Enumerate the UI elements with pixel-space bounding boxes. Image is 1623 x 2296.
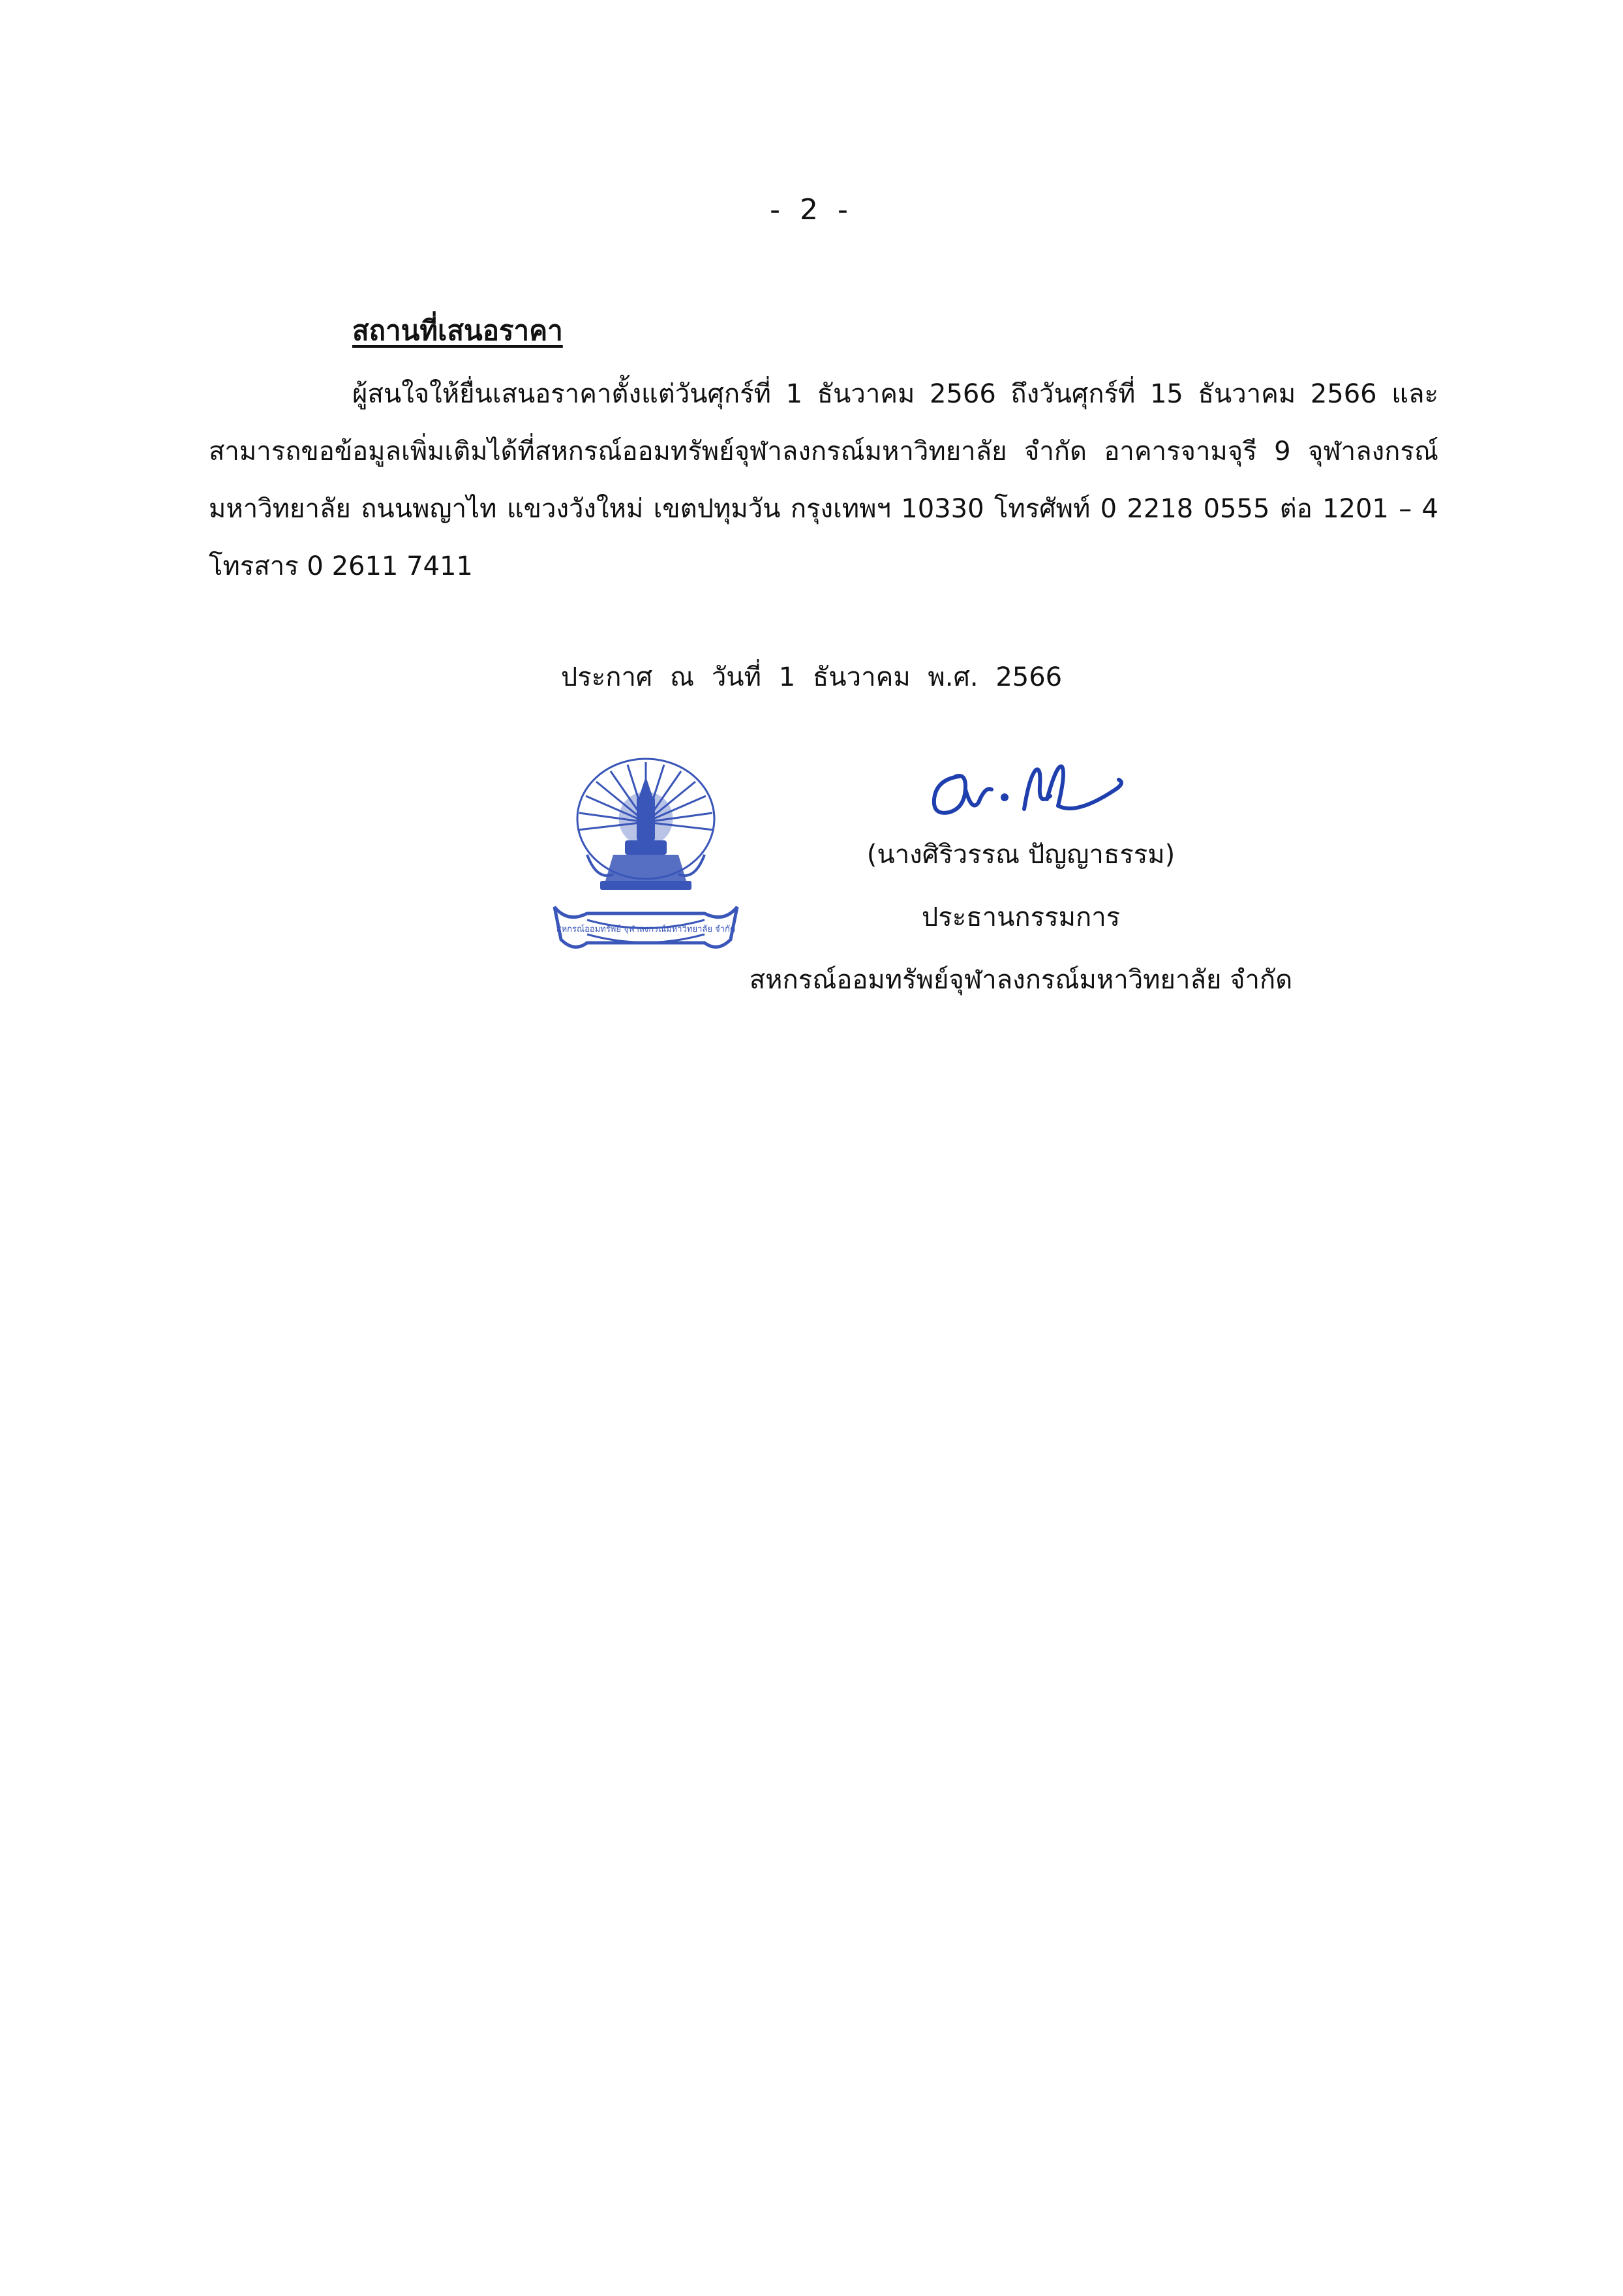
signature-block xyxy=(718,823,1324,1011)
handwritten-signature-icon xyxy=(920,750,1135,829)
signatory-organization: สหกรณ์ออมทรัพย์จุฬาลงกรณ์มหาวิทยาลัย จำกัด xyxy=(749,965,1293,995)
announcement-date: ประกาศ ณ วันที่ 1 ธันวาคม พ.ศ. 2566 xyxy=(560,662,1063,692)
seal-ribbon-text: สหกรณ์ออมทรัพย์ จุฬาลงกรณ์มหาวิทยาลัย จำกัด xyxy=(556,925,736,934)
signatory-name: (นางศิริวรรณ ปัญญาธรรม) xyxy=(866,840,1176,870)
cooperative-seal-icon xyxy=(548,757,744,972)
body-paragraph xyxy=(209,365,1438,595)
page-number: - 2 - xyxy=(770,193,853,226)
body-paragraph-text: ผู้สนใจให้ยื่นเสนอราคาตั้งแต่วันศุกร์ที่ 1 ธันวาคม 2566 ถึงวันศุกร์ที่ 15 ธันวาคม 2566 และสามารถขอข้อมูลเพิ่มเติมได้ที่สหกรณ์ออมทรัพย์จุฬาลงกรณ์มหาวิทยาลัย จำกัด อาคารจามจุรี 9 จุฬาลงกรณ์มหาวิทยาลัย ถนนพญาไท แขวงวังใหม่ เขตปทุมวัน กรุงเทพฯ 10330 โทรศัพท์ 0 2218 0555 ต่อ 1201 – 4 โทรสาร 0 2611 7411 xyxy=(209,379,1438,581)
section-heading: สถานที่เสนอราคา xyxy=(352,314,563,346)
signatory-position: ประธานกรรมการ xyxy=(921,902,1121,932)
